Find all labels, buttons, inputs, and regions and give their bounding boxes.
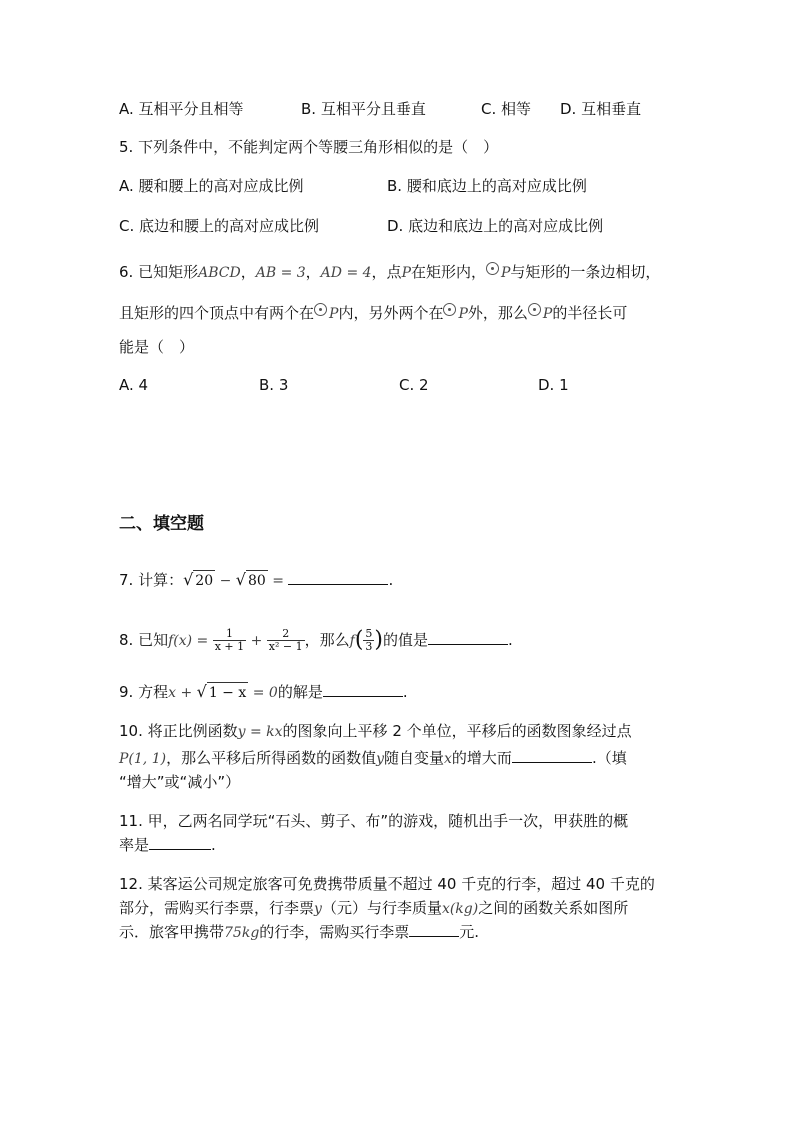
q6-text: 且矩形的四个顶点中有两个在 [119,304,315,322]
q6-line1 [119,262,660,283]
q6-text: 外，那么 [467,304,528,322]
fraction-numerator: 2 [267,628,305,641]
q10-text: .（填 [591,749,627,767]
sqrt-icon: √ [196,682,207,701]
q7-radicand-1: 20 [193,570,215,591]
q10-y: y [376,751,384,767]
section-title: 二、填空题 [119,514,204,534]
q10-text: 10. 将正比例函数 [119,722,238,740]
q10-line3: “增大”或“减小”） [119,773,241,791]
q6-ad: AD = 4 [320,265,372,281]
q10-text: 的图象向上平移 2 个单位，平移后的函数图象经过点 [282,722,632,740]
q4-option-b: B. 互相平分且垂直 [301,100,426,118]
q6-point-p: P [401,265,411,281]
q5-stem: 5. 下列条件中，不能判定两个等腰三角形相似的是（ ） [119,138,499,156]
q10-text: ，那么平移后所得函数的函数值 [166,749,377,767]
q6-text: ，点 [371,263,402,281]
q6-line3: 能是（ ） [119,338,195,356]
q7-equals: = [267,573,289,589]
fraction-denominator: x + 1 [214,640,245,653]
fraction-denominator: 3 [365,640,373,653]
q10-function: y = kx [237,724,283,740]
left-paren-icon: ( [354,627,364,653]
q5-option-b: B. 腰和底边上的高对应成比例 [387,177,587,195]
q7-answer-blank[interactable] [288,570,388,585]
q8-text: 8. 已知 [119,631,169,649]
q6-text: 在矩形内， [410,263,486,281]
circle-dot-icon [486,262,499,275]
q12-mass-value: 75kg [224,925,260,941]
q5-option-c: C. 底边和腰上的高对应成比例 [119,217,320,235]
right-paren-icon: ) [374,627,384,653]
q9-period: . [402,683,408,701]
q10-answer-blank[interactable] [512,748,592,763]
q8-function: f(x) = [168,633,213,649]
q6-comma: ， [305,263,321,281]
q5-option-a: A. 腰和腰上的高对应成比例 [119,177,304,195]
q4-option-d: D. 互相垂直 [560,100,642,118]
q12-answer-blank[interactable] [409,922,459,937]
q7-radicand-2: 80 [246,570,268,591]
q8-fraction-2 [267,628,305,653]
q6-text: 的半径长可 [552,304,628,322]
q6-option-a: A. 4 [119,376,149,394]
q8-fraction-1 [213,628,246,653]
q12-text: 示．旅客甲携带 [119,923,225,941]
q10-line2 [119,748,627,769]
q10-line1 [119,721,632,742]
q11-line1: 11. 甲，乙两名同学玩“石头、剪子、布”的游戏，随机出手一次，甲获胜的概 [119,812,629,830]
q12-text: 的行李，需购买行李票 [259,923,410,941]
q8-text: ，那么 [304,631,350,649]
q7-text: 7. 计算： [119,571,184,589]
q7-period: . [388,571,394,589]
circle-dot-icon [528,303,541,316]
q12-line3 [119,922,479,943]
q8-answer-blank[interactable] [428,630,508,645]
q8-text: 的值是 [383,631,429,649]
q6-text: 与矩形的一条边相切， [510,263,661,281]
q9-text: 9. 方程 [119,683,169,701]
q12-text: （元）与行李质量 [321,899,442,917]
q7 [119,570,393,591]
q6-line2 [119,303,627,324]
q6-circle-p: P [501,265,511,281]
q8-plus: + [246,633,267,649]
q8-period: . [508,631,513,649]
q11-line2 [119,835,216,855]
q7-minus: − [215,573,236,589]
q6-circle-p: P [542,306,553,322]
q10-text: 的增大而 [451,749,512,767]
q10-text: 随自变量 [384,749,445,767]
q6-circle-p: P [329,306,339,322]
q10-x: x [444,751,452,767]
q12-text: 部分，需购买行李票，行李票 [119,899,315,917]
fraction-denominator: x² − 1 [268,640,303,653]
q6-text: 内，另外两个在 [338,304,444,322]
q6-comma: ， [240,263,256,281]
q11-period: . [211,836,216,854]
q8-argument [363,628,374,653]
q12-line2 [119,898,628,919]
q6-option-d: D. 1 [538,376,569,394]
q5-option-d: D. 底边和底边上的高对应成比例 [387,217,604,235]
q6-text: 6. 已知矩形 [119,263,199,281]
q10-point: P(1, 1) [119,751,167,767]
q4-option-c: C. 相等 [481,100,532,118]
q11-text: 率是 [119,836,150,854]
q9-radicand: 1 − x [207,682,248,703]
q9-answer-blank[interactable] [323,682,403,697]
q6-circle-p: P [458,306,468,322]
q12-mass: x(kg) [441,901,479,917]
q4-option-a: A. 互相平分且相等 [119,100,244,118]
q6-option-c: C. 2 [399,376,429,394]
q8-f: f [349,633,355,649]
q12-text: 之间的函数关系如图所 [478,899,629,917]
sqrt-icon: √ [183,570,194,589]
circle-dot-icon [314,303,327,316]
q6-option-b: B. 3 [259,376,289,394]
q11-answer-blank[interactable] [149,835,211,850]
q12-line1: 12. 某客运公司规定旅客可免费携带质量不超过 40 千克的行李，超过 40 千克的 [119,875,655,893]
circle-dot-icon [443,303,456,316]
q8 [119,628,513,653]
fraction-numerator: 1 [213,628,246,641]
q9 [119,682,408,703]
q9-text: 的解是 [277,683,323,701]
q9-x: x + [168,685,197,701]
q6-rect-name: ABCD [198,265,241,281]
fraction-numerator: 5 [365,627,373,640]
q12-y: y [314,901,322,917]
q9-equals: = 0 [248,685,278,701]
q12-text: 元. [459,923,480,941]
q6-ab: AB = 3 [255,265,306,281]
sqrt-icon: √ [235,570,246,589]
